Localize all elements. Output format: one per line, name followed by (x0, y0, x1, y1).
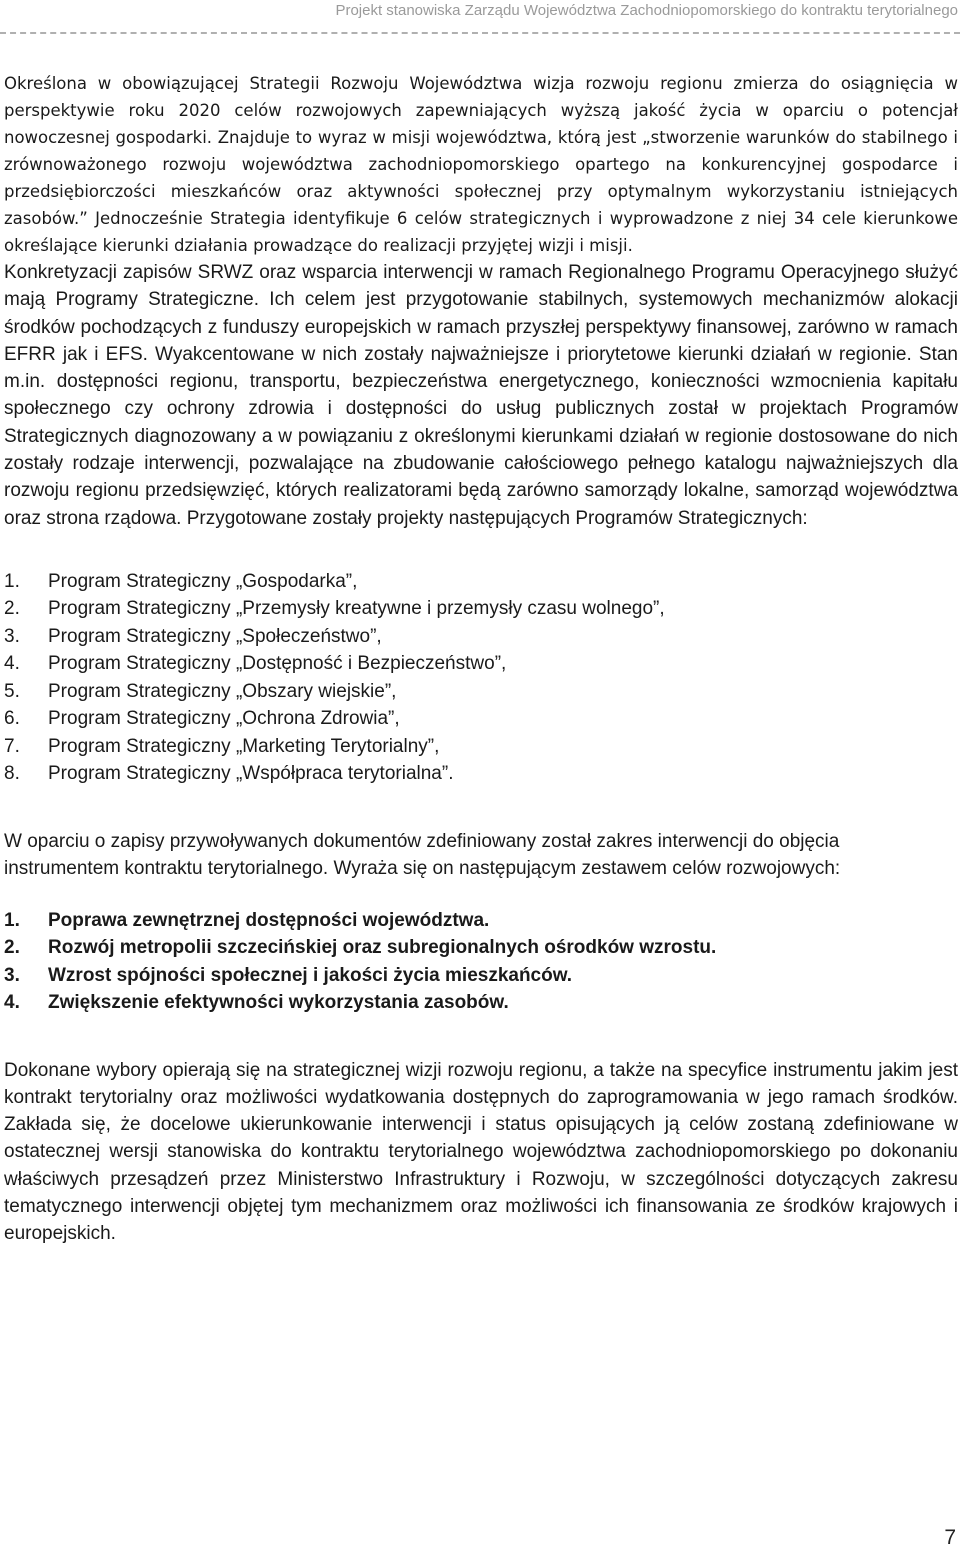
running-header: Projekt stanowiska Zarządu Województwa Zachodniopomorskiego do kontraktu terytorialnego (335, 2, 958, 19)
list-item: 7. Program Strategiczny „Marketing Terytorialny”, (4, 735, 440, 757)
list-item: 1. Program Strategiczny „Gospodarka”, (4, 570, 358, 592)
programs-list (4, 568, 958, 788)
paragraph-scope: W oparciu o zapisy przywoływanych dokumentów zdefiniowany został zakres interwencji do objęcia instrumentem kontraktu terytorialnego. Wyraża się on następującym zestawem celów rozwojowych: (4, 830, 841, 880)
list-item: 1. Poprawa zewnętrznej dostępności województwa. (4, 909, 490, 931)
list-item: 5. Program Strategiczny „Obszary wiejskie”, (4, 680, 397, 702)
list-item: 2. Program Strategiczny „Przemysły kreatywne i przemysły czasu wolnego”, (4, 598, 665, 620)
page-number: 7 (944, 1526, 956, 1549)
list-item: 3. Wzrost spójności społecznej i jakości życia mieszkańców. (4, 964, 573, 986)
goals-list (4, 907, 958, 1017)
list-item: 4. Zwiększenie efektywności wykorzystania zasobów. (4, 992, 509, 1014)
header-divider (0, 32, 960, 34)
paragraph-intro-2: Konkretyzacji zapisów SRWZ oraz wsparcia interwencji w ramach Regionalnego Programu Operacyjnego służyć mają Programy Strategiczne. Ich celem jest przygotowanie stabilnych, systemowych mechanizmów alokacji środków pochodzących z funduszy europejskich w ramach przyszłej perspektywy finansowej, zarówno w ramach EFRR jak i EFS. Wyakcentowane w nich zostały najważniejsze i priorytetowe kierunki działań w regionie. Stan m.in. dostępności regionu, transportu, bezpieczeństwa energetycznego, konieczności wzmocnienia kapitału społecznego czy ochrony zdrowia i dostępności do usług publicznych został w projektach Programów Strategicznych diagnozowany a w powiązaniu z określonymi kierunkami działań w regionie dostosowane do nich zostały rodzaje interwencji, pozwalające na zbudowanie całościowego pełnego katalogu najważniejszych dla rozwoju regionu przedsięwzięć, których realizatorami będą zarówno samorządy lokalne, samorząd województwa oraz strona rządowa. Przygotowane zostały projekty następujących Programów Strategicznych: (4, 262, 958, 529)
paragraph-intro-1: Określona w obowiązującej Strategii Rozwoju Województwa wizja rozwoju regionu zmierza do osiągnięcia w perspektywie roku 2020 celów rozwojowych zapewniających wyższą jakość życia w oparciu o potencjał nowoczesnej gospodarki. Znajduje to wyraz w misji województwa, którą jest „stworzenie warunków do stabilnego i zrównoważonego rozwoju województwa zachodniopomorskiego opartego na konkurencyjnej gospodarce i przedsiębiorczości mieszkańców oraz aktywności społecznej przy optymalnym wykorzystaniu istniejących zasobów.” Jednocześnie Strategia identyfikuje 6 celów strategicznych i wyprowadzone z niej 34 cele kierunkowe określające kierunki działania prowadzące do realizacji przyjętej wizji i misji. (4, 74, 958, 255)
list-item: 6. Program Strategiczny „Ochrona Zdrowia”, (4, 708, 400, 730)
document-body (4, 70, 958, 1248)
list-item: 2. Rozwój metropolii szczecińskiej oraz subregionalnych ośrodków wzrostu. (4, 937, 717, 959)
paragraph-closing: Dokonane wybory opierają się na strategicznej wizji rozwoju regionu, a także na specyfice instrumentu jakim jest kontrakt terytorialny oraz możliwości wydatkowania dostępnych do zaprogramowania w jego ramach środków. Zakłada się, że docelowe ukierunkowanie interwencji i status opisujących ją celów zostaną zdefiniowane w ostatecznej wersji stanowiska do kontraktu terytorialnego województwa zachodniopomorskiego po dokonaniu właściwych przesądzeń przez Ministerstwo Infrastruktury i Rozwoju, w szczególności dotyczących zakresu tematycznego interwencji objętej tym mechanizmem oraz możliwości ich finansowania ze środków krajowych i europejskich. (4, 1059, 958, 1245)
list-item: 4. Program Strategiczny „Dostępność i Bezpieczeństwo”, (4, 653, 507, 675)
list-item: 8. Program Strategiczny „Współpraca terytorialna”. (4, 763, 454, 785)
list-item: 3. Program Strategiczny „Społeczeństwo”, (4, 625, 382, 647)
